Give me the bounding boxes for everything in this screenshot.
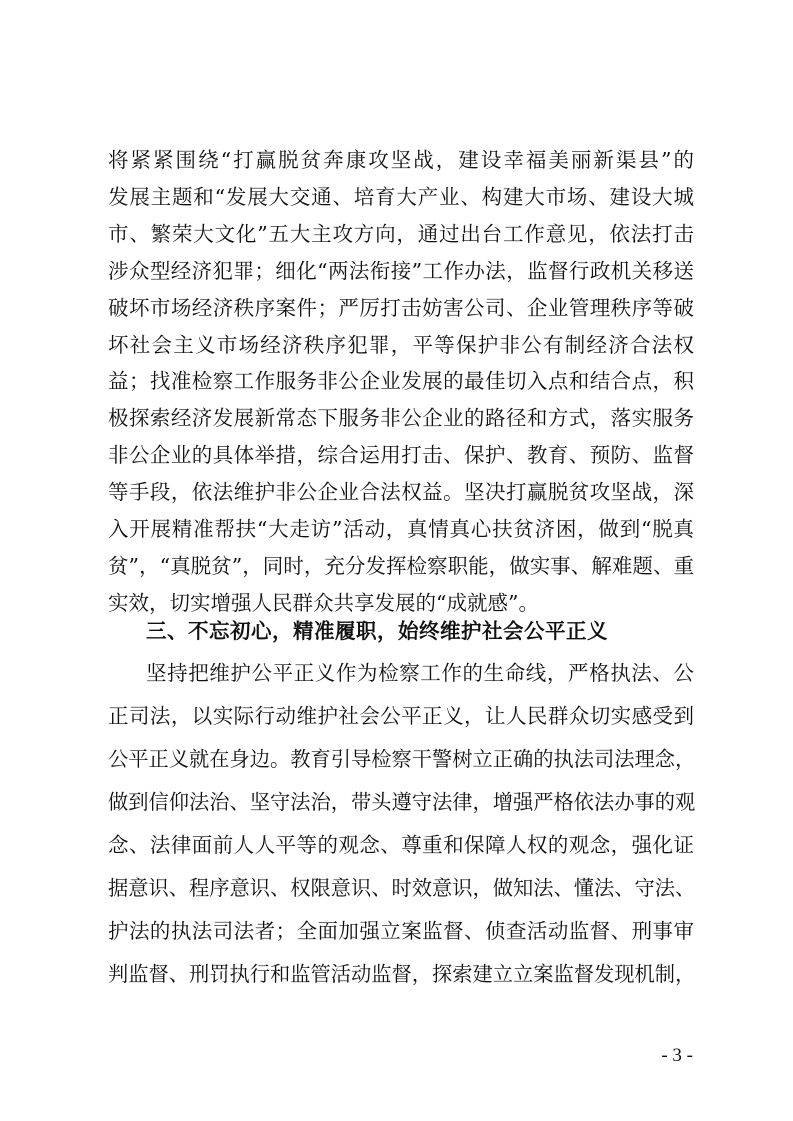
paragraph-line: 破坏市场经济秩序案件；严厉打击妨害公司、企业管理秩序等破 bbox=[108, 295, 694, 320]
paragraph-line: 非公企业的具体举措，综合运用打击、保护、教育、预防、监督 bbox=[108, 443, 694, 468]
paragraph-line: 护法的执法司法者；全面加强立案监督、侦查活动监督、刑事审 bbox=[108, 919, 694, 943]
paragraph-line: 发展主题和“发展大交通、培育大产业、构建大市场、建设大城 bbox=[108, 184, 694, 209]
paragraph-line: 坏社会主义市场经济秩序犯罪，平等保护非公有制经济合法权 bbox=[108, 332, 694, 357]
paragraph-line: 将紧紧围绕“打赢脱贫奔康攻坚战，建设幸福美丽新渠县”的 bbox=[108, 148, 694, 172]
paragraph-line: 等手段，依法维护非公企业合法权益。坚决打赢脱贫攻坚战，深 bbox=[108, 480, 694, 505]
paragraph-line: 判监督、刑罚执行和监管活动监督，探索建立立案监督发现机制， bbox=[108, 962, 696, 986]
paragraph-line: 公平正义就在身边。教育引导检察干警树立正确的执法司法理念， bbox=[108, 747, 696, 771]
paragraph-line: 极探索经济发展新常态下服务非公企业的路径和方式，落实服务 bbox=[108, 406, 694, 431]
paragraph-line: 实效，切实增强人民群众共享发展的“成就感”。 bbox=[108, 590, 539, 615]
paragraph-line: 做到信仰法治、坚守法治，带头遵守法律，增强严格依法办事的观 bbox=[108, 790, 696, 814]
paragraph-line: 据意识、程序意识、权限意识、时效意识，做知法、懂法、守法、 bbox=[108, 876, 696, 900]
page-number: - 3 - bbox=[661, 1045, 693, 1066]
section-heading: 三、不忘初心，精准履职，始终维护社会公平正义 bbox=[146, 619, 608, 643]
paragraph-line: 贫”，“真脱贫”，同时，充分发挥检察职能，做实事、解难题、重 bbox=[108, 553, 694, 578]
paragraph-line: 益；找准检察工作服务非公企业发展的最佳切入点和结合点，积 bbox=[108, 369, 694, 394]
paragraph-line: 念、法律面前人人平等的观念、尊重和保障人权的观念，强化证 bbox=[108, 833, 694, 857]
paragraph-line: 涉众型经济犯罪；细化“两法衔接”工作办法，监督行政机关移送 bbox=[108, 258, 694, 283]
paragraph-line: 入开展精准帮扶“大走访”活动，真情真心扶贫济困，做到“脱真 bbox=[108, 517, 694, 541]
paragraph-line: 正司法，以实际行动维护社会公平正义，让人民群众切实感受到 bbox=[108, 704, 694, 728]
paragraph-line: 市、繁荣大文化”五大主攻方向，通过出台工作意见，依法打击 bbox=[108, 221, 694, 246]
paragraph-line: 坚持把维护公平正义作为检察工作的生命线，严格执法、公 bbox=[146, 661, 694, 685]
